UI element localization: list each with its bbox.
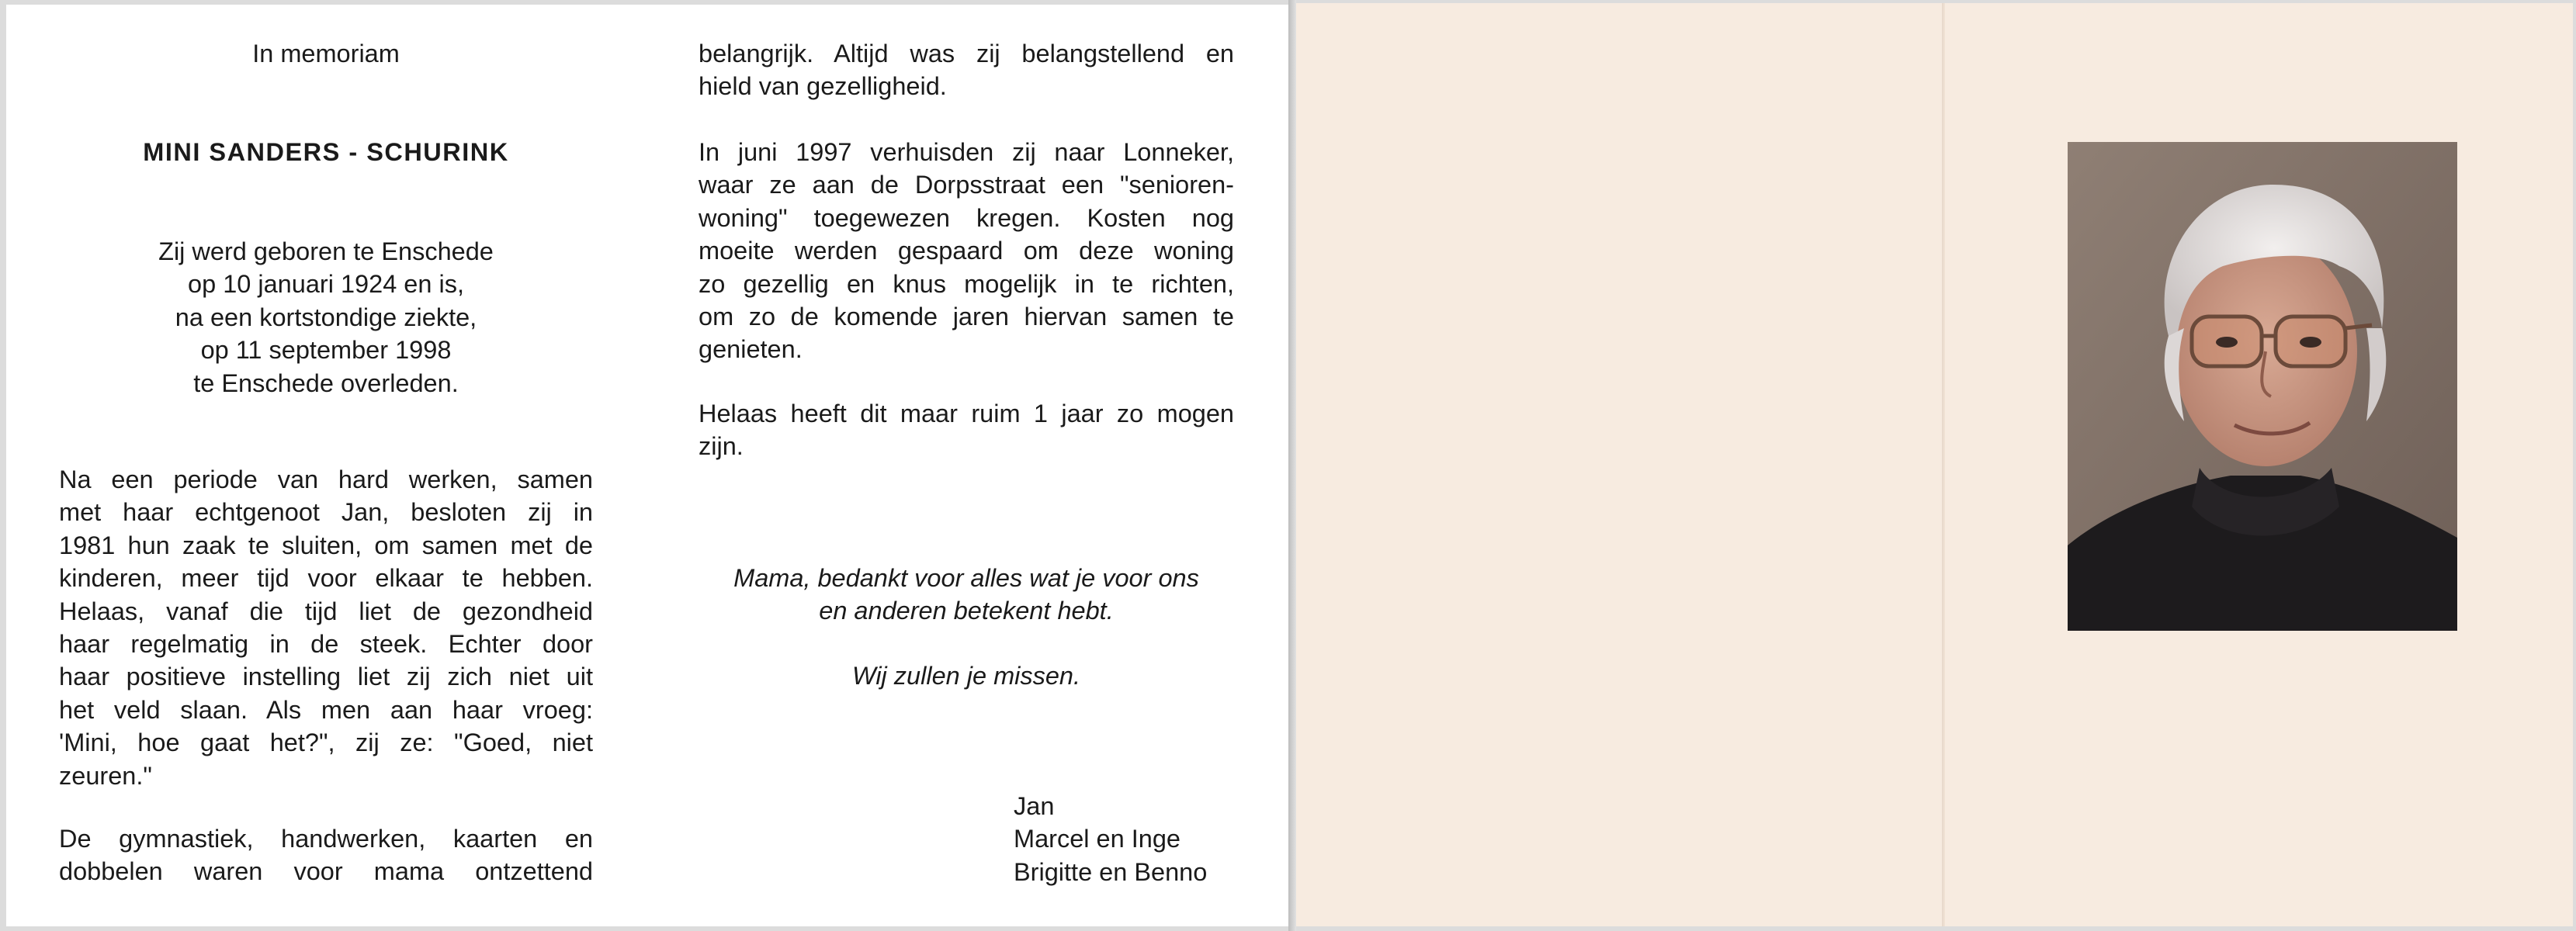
signature-name: Jan [1014, 792, 1055, 820]
text-line: waar ze aan de Dorpsstraat een "senioren- [699, 171, 1234, 199]
birth-death-line: op 11 september 1998 [200, 336, 452, 365]
birth-death-line: op 10 januari 1924 en is, [188, 270, 464, 299]
text-line: het veld slaan. Als men aan haar vroeg: [59, 695, 593, 724]
deceased-name: MINI SANDERS - SCHURINK [143, 138, 509, 166]
biography-paragraph-2 [59, 822, 593, 888]
birth-death-block [93, 235, 559, 400]
biography-paragraph-5 [699, 397, 1234, 463]
signatures-block [1014, 790, 1270, 888]
miss-you-line-block [683, 659, 1250, 692]
signature-name: Marcel en Inge [1014, 825, 1181, 853]
card-fold-line [1942, 3, 1945, 926]
in-memoriam-heading: In memoriam [252, 40, 400, 67]
portrait-photo [2068, 142, 2457, 631]
text-line: kinderen, meer tijd voor elkaar te hebben. [59, 564, 593, 593]
thank-you-quote [683, 562, 1250, 628]
birth-death-line: na een kortstondige ziekte, [175, 303, 477, 331]
quote-line: en anderen betekent hebt. [819, 597, 1114, 625]
text-line: hield van gezelligheid. [699, 72, 947, 101]
signature-name: Brigitte en Benno [1014, 857, 1208, 886]
text-line: Helaas, vanaf die tijd liet de gezondheid [59, 597, 593, 625]
text-line: moeite werden gespaard om deze woning [699, 237, 1234, 265]
text-line: haar positieve instelling liet zij zich niet uit [59, 663, 593, 691]
text-line: zijn. [699, 432, 744, 461]
text-line: met haar echtgenoot Jan, besloten zij in [59, 498, 593, 527]
biography-paragraph-1 [59, 463, 593, 792]
text-line: Helaas heeft dit maar ruim 1 jaar zo mogen [699, 400, 1234, 427]
text-line: 1981 hun zaak te sluiten, om samen met de [59, 531, 593, 559]
text-line: Na een periode van hard werken, samen [59, 466, 593, 493]
biography-paragraph-3 [699, 37, 1234, 103]
text-line: genieten. [699, 335, 803, 364]
biography-paragraph-4 [699, 136, 1234, 366]
card-fold-gap [1288, 0, 1296, 931]
heading-block [140, 37, 512, 70]
birth-death-line: te Enschede overleden. [193, 369, 459, 397]
text-line: om zo de komende jaren hiervan samen te [699, 303, 1234, 331]
birth-death-line: Zij werd geboren te Enschede [158, 237, 494, 265]
text-line: belangrijk. Altijd was zij belangstellend en [699, 40, 1234, 67]
text-line: 'Mini, hoe gaat het?", zij ze: "Goed, niet [59, 729, 593, 757]
text-line: De gymnastiek, handwerken, kaarten en [59, 825, 593, 853]
text-line: zeuren." [59, 761, 152, 790]
text-line: dobbelen waren voor mama ontzettend [59, 857, 593, 886]
miss-you-line: Wij zullen je missen. [851, 662, 1081, 690]
text-line: zo gezellig en knus mogelijk in te richten, [699, 269, 1234, 298]
quote-line: Mama, bedankt voor alles wat je voor ons [733, 564, 1199, 592]
text-line: In juni 1997 verhuisden zij naar Lonneker, [699, 138, 1234, 166]
deceased-name-block [93, 136, 559, 168]
text-line: haar regelmatig in de steek. Echter door [59, 630, 593, 659]
text-line: woning" toegewezen kregen. Kosten nog [699, 203, 1234, 232]
